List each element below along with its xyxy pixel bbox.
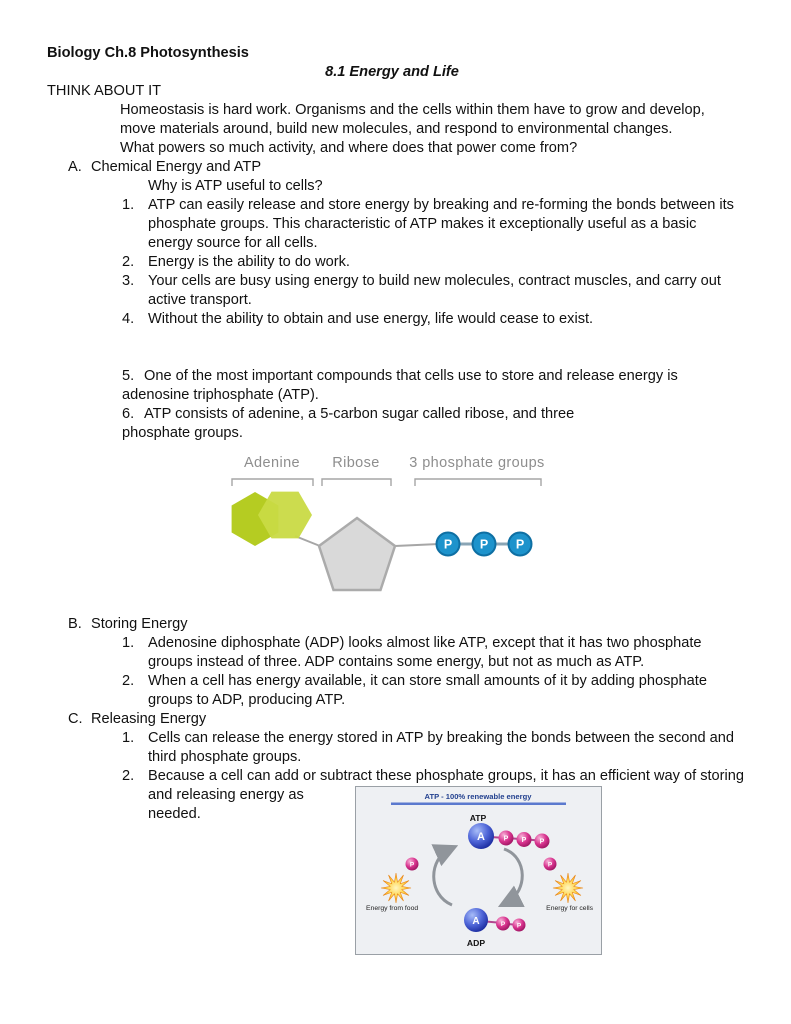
section-a-label: A. xyxy=(68,159,82,175)
adenosine-letter: A xyxy=(477,831,485,843)
paragraph-a6 xyxy=(122,405,600,443)
list-item-a2 xyxy=(122,253,737,272)
item-number: 2. xyxy=(122,673,135,689)
item-text: Adenosine diphosphate (ADP) looks almost like ATP, except that it has two phosphate groups instead of three. ADP contains some energy, but not as much as ATP. xyxy=(148,635,702,670)
list-item-a4 xyxy=(122,310,737,329)
section-b-title: Storing Energy xyxy=(91,616,188,632)
list-item-c2 xyxy=(122,767,745,955)
item-text: When a cell has energy available, it can store small amounts of it by adding phosphate groups to ADP, producing ATP. xyxy=(148,673,707,708)
section-a-title: Chemical Energy and ATP xyxy=(91,159,262,175)
list-item-c1 xyxy=(122,729,737,767)
item-number: 2. xyxy=(122,254,135,270)
item-number: 1. xyxy=(122,197,135,213)
phosphate-letter: P xyxy=(409,861,415,869)
item-number: 2. xyxy=(122,768,135,784)
atp-cycle-svg xyxy=(356,787,601,954)
item-text: Your cells are busy using energy to build new molecules, contract muscles, and carry out active transport. xyxy=(148,273,721,308)
list-item-b2 xyxy=(122,672,737,710)
energy-for-cells-label: Energy for cells xyxy=(546,905,593,912)
atp-structure-diagram xyxy=(225,451,555,609)
phosphate-letter: P xyxy=(521,837,527,845)
doc-header: Biology Ch.8 Photosynthesis xyxy=(47,45,249,61)
cycle-title: ATP - 100% renewable energy xyxy=(424,792,532,801)
section-b-label: B. xyxy=(68,616,82,632)
phosphate-letter: P xyxy=(516,922,522,930)
section-a-heading xyxy=(68,158,737,177)
title-underline xyxy=(391,803,566,806)
list-item-a1 xyxy=(122,196,737,253)
item-number: 4. xyxy=(122,311,135,327)
item-text-start: Because a cell can add or subtract these phosphate groups, it has an efficient way of storing xyxy=(148,768,745,784)
item-number: 1. xyxy=(122,730,135,746)
phosphate-letter: P xyxy=(479,537,489,552)
adp-label: ADP xyxy=(466,938,486,948)
item-text: Energy is the ability to do work. xyxy=(148,254,350,270)
think-paragraph-1: Homeostasis is hard work. Organisms and the cells within them have to grow and develop, move materials around, build new molecules, and respond to environmental changes. xyxy=(120,102,705,137)
adenine-bracket xyxy=(232,479,313,486)
item-text: Without the ability to obtain and use energy, life would cease to exist. xyxy=(148,311,594,327)
phosphate-letter: P xyxy=(547,861,553,869)
adenosine-letter: A xyxy=(472,915,480,927)
section-a-question: Why is ATP useful to cells? xyxy=(148,178,323,194)
energy-from-food-label: Energy from food xyxy=(366,905,419,912)
list-item-b1 xyxy=(122,634,737,672)
ribose-label: Ribose xyxy=(332,455,380,471)
ribose-phosphate-bond xyxy=(395,544,439,546)
item-text: ATP can easily release and store energy by breaking and re-forming the bonds between its phosphate groups. This characteristic of ATP makes it exceptionally useful as a basic energy source for all cells. xyxy=(148,197,734,251)
phosphate-letter: P xyxy=(515,537,525,552)
phosphate-groups-label: 3 phosphate groups xyxy=(409,455,545,471)
item-text: ATP consists of adenine, a 5-carbon sugar called ribose, and three phosphate groups. xyxy=(122,406,575,441)
phosphate-letter: P xyxy=(503,835,509,843)
section-c-label: C. xyxy=(68,711,83,727)
page-title: 8.1 Energy and Life xyxy=(325,64,459,80)
item-number: 1. xyxy=(122,635,135,651)
section-c-heading xyxy=(68,710,737,729)
phosphate-bracket xyxy=(415,479,541,486)
phosphate-letter: P xyxy=(443,537,453,552)
atp-label: ATP xyxy=(469,813,487,823)
item-text-end: and releasing energy as needed. xyxy=(148,787,304,822)
item-text: Cells can release the energy stored in ATP by breaking the bonds between the second and third phosphate groups. xyxy=(148,730,735,765)
think-paragraph-2: What powers so much activity, and where does that power come from? xyxy=(120,140,578,156)
item-number: 6. xyxy=(122,406,135,422)
text-and-diagram-row xyxy=(148,786,744,955)
ribose-bracket xyxy=(322,479,391,486)
item-number: 5. xyxy=(122,368,135,384)
atp-cycle-diagram xyxy=(355,786,602,955)
item-text: One of the most important compounds that cells use to store and release energy is adenosine triphosphate (ATP). xyxy=(122,368,678,403)
list-item-a3 xyxy=(122,272,737,310)
ribose-pentagon xyxy=(319,518,395,590)
atp-structure-svg xyxy=(225,451,555,603)
paragraph-a5 xyxy=(122,367,737,405)
section-b-heading xyxy=(68,615,737,634)
phosphate-letter: P xyxy=(500,921,506,928)
section-c-title: Releasing Energy xyxy=(91,711,207,727)
think-about-it-heading: THINK ABOUT IT xyxy=(47,83,162,99)
phosphate-letter: P xyxy=(539,838,545,846)
adenine-label: Adenine xyxy=(243,455,301,471)
item-number: 3. xyxy=(122,273,135,289)
item-body xyxy=(148,767,744,955)
